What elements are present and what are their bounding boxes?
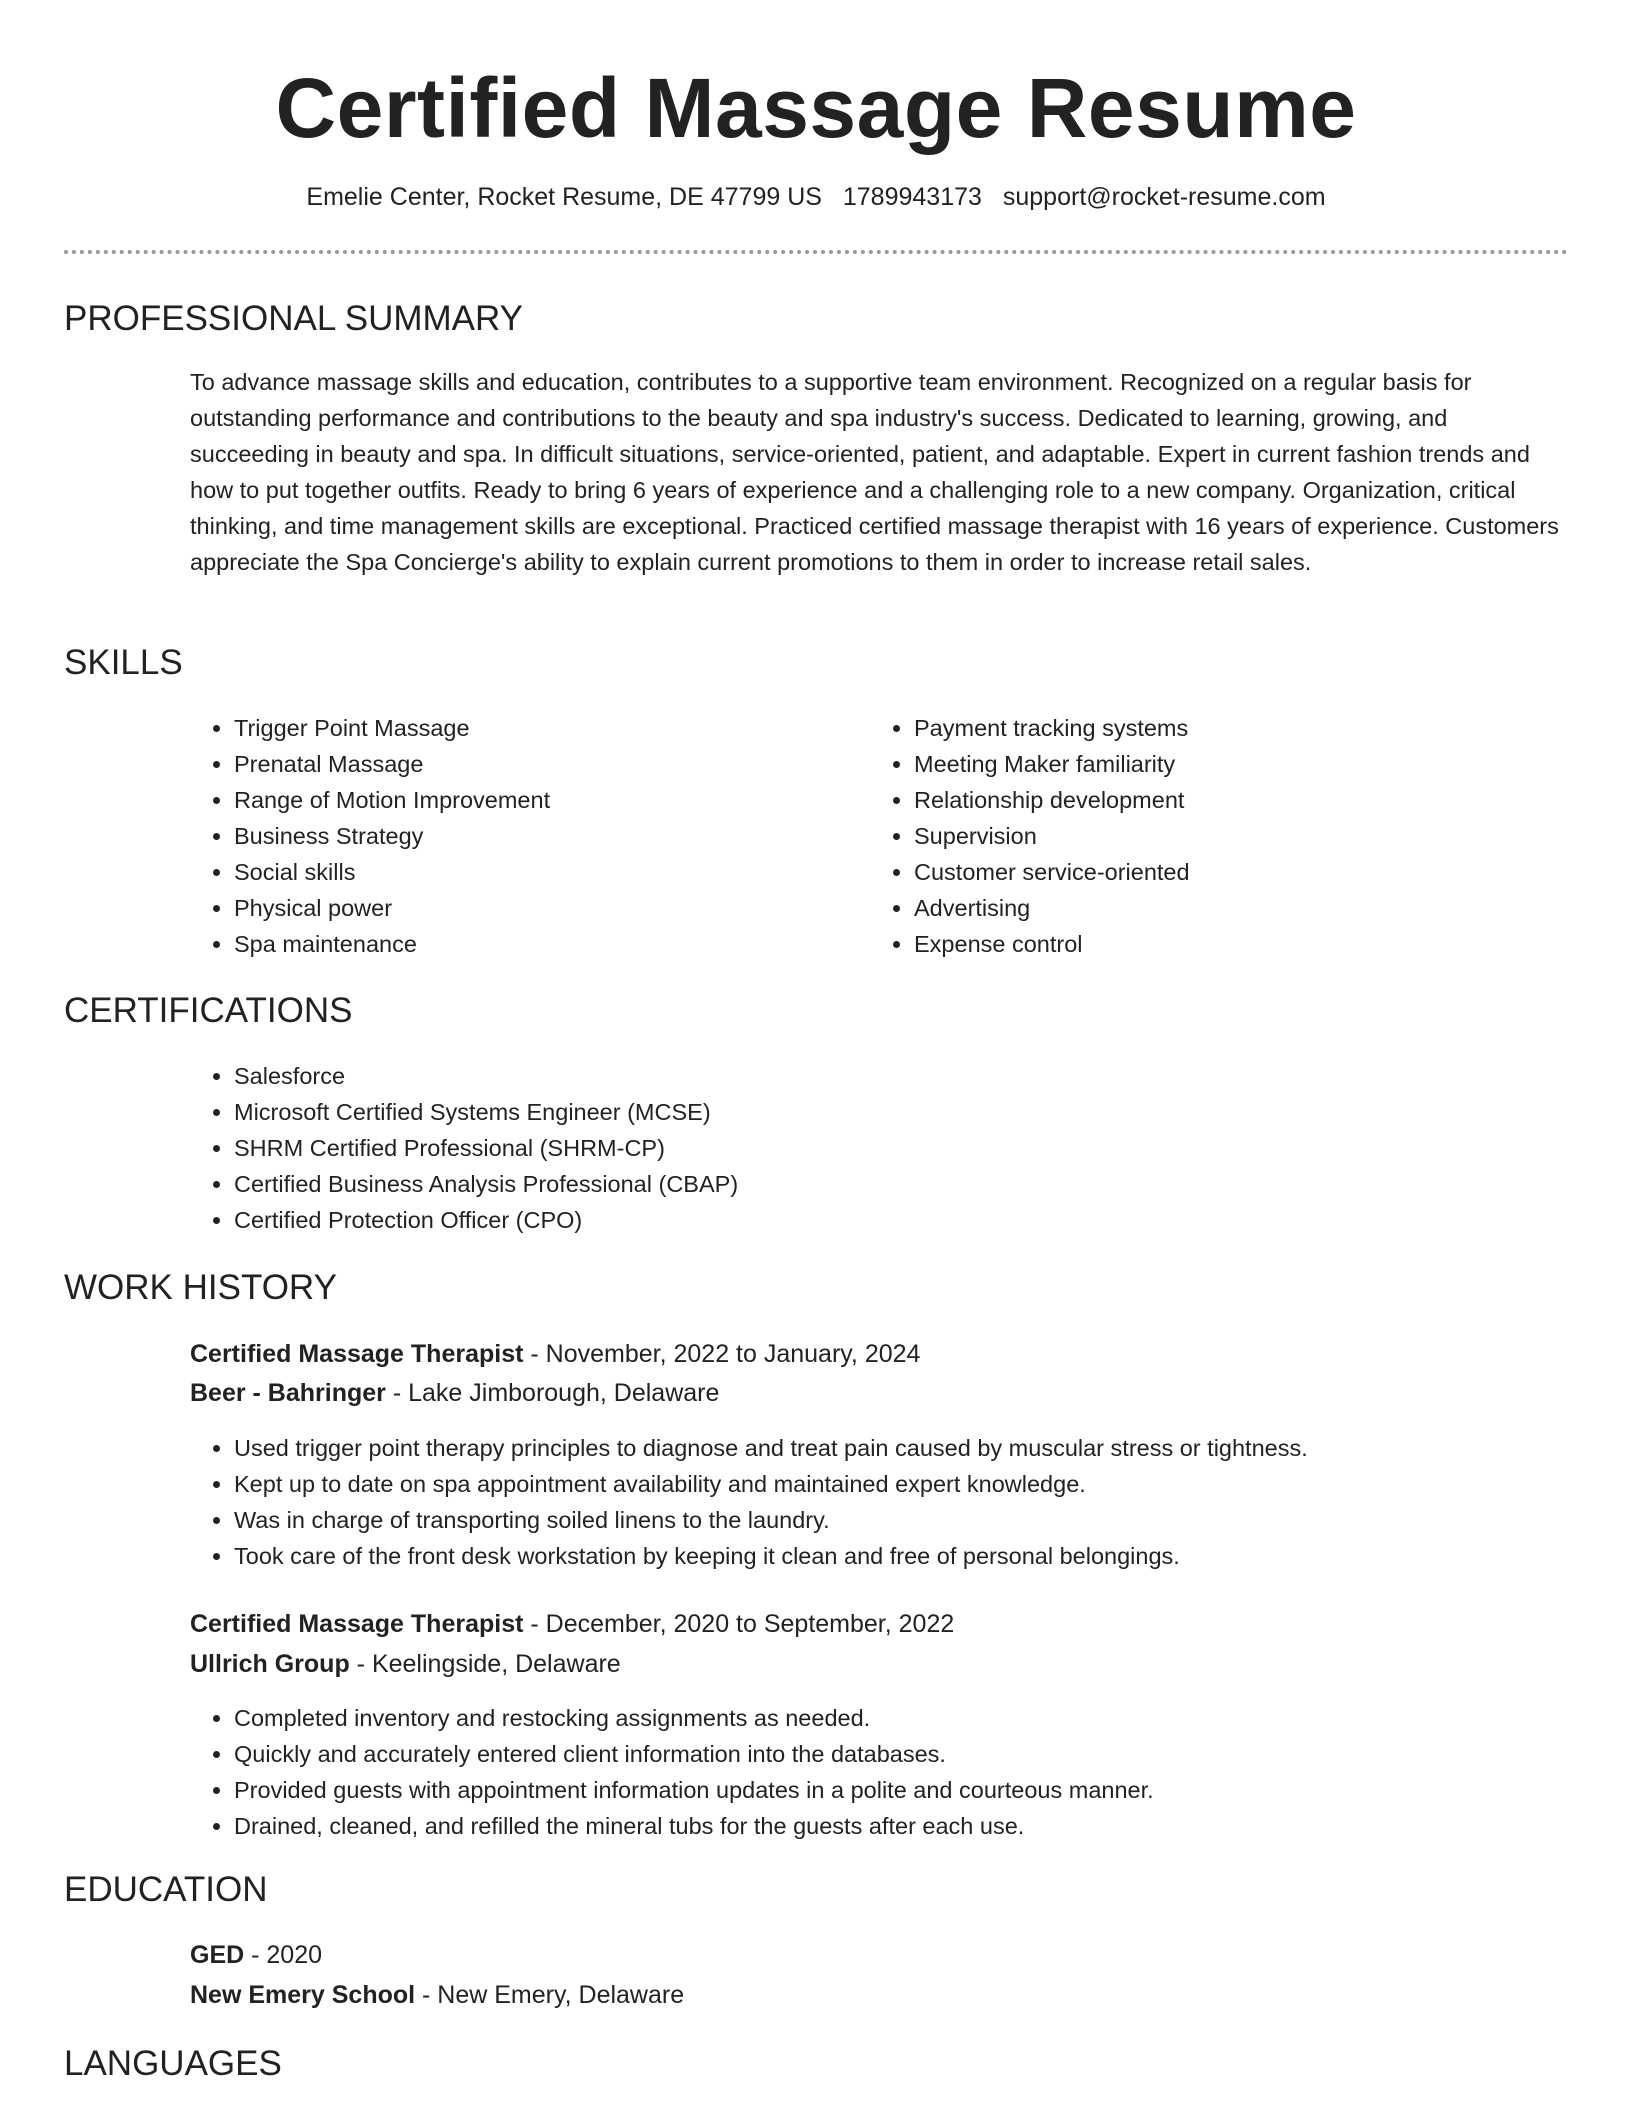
list-item: • Used trigger point therapy principles to diagnose and treat pain caused by muscular stress or tightness.: [234, 1430, 1584, 1466]
skills-heading: SKILLS: [64, 643, 183, 682]
job-location: - Keelingside, Delaware: [349, 1650, 621, 1678]
job-bullets: [190, 1430, 1584, 1574]
list-item: • Customer service-oriented: [914, 854, 1534, 890]
list-item: • Salesforce: [234, 1058, 1534, 1094]
languages-heading: LANGUAGES: [64, 2044, 282, 2083]
education-school: New Emery School: [190, 1981, 416, 2009]
job-company: Beer - Bahringer: [190, 1379, 386, 1407]
job-role: Certified Massage Therapist: [190, 1340, 524, 1368]
list-item: • Drained, cleaned, and refilled the mineral tubs for the guests after each use.: [234, 1808, 1584, 1844]
job-title-line: [190, 1336, 920, 1372]
job-dates: - December, 2020 to September, 2022: [523, 1610, 955, 1638]
work-history-heading: WORK HISTORY: [64, 1268, 337, 1307]
job-role: Certified Massage Therapist: [190, 1610, 524, 1638]
job-company-line: [190, 1646, 621, 1682]
education-school-line: [190, 1977, 684, 2013]
certifications-heading: CERTIFICATIONS: [64, 991, 353, 1030]
contact-email: support@rocket-resume.com: [1002, 183, 1326, 211]
summary-text: To advance massage skills and education, contributes to a supportive team environment. Recognized on a regular basis for outstanding performance and contributions to the beauty and spa industry's success. Dedicated to learning, growing, and succeeding in beauty and spa. In difficult situations, service-oriented, patient, and adaptable. Expert in current fashion trends and how to put together outfits. Ready to bring 6 years of experience and a challenging role to a new company. Organization, critical thinking, and time management skills are exceptional. Practiced certified massage therapist with 16 years of experience. Customers appreciate the Spa Concierge's ability to explain current promotions to them in order to increase retail sales.: [190, 369, 1559, 575]
list-item: • Took care of the front desk workstation by keeping it clean and free of personal belongings.: [234, 1538, 1584, 1574]
list-item: • Microsoft Certified Systems Engineer (MCSE): [234, 1094, 1534, 1130]
list-item: • Physical power: [234, 890, 854, 926]
resume-title: Certified Massage Resume: [275, 61, 1357, 155]
education-heading: EDUCATION: [64, 1870, 268, 1909]
list-item: • Prenatal Massage: [234, 746, 854, 782]
education-location: - New Emery, Delaware: [415, 1981, 685, 2009]
list-item: • Provided guests with appointment information updates in a polite and courteous manner.: [234, 1772, 1584, 1808]
job-title-line: [190, 1606, 954, 1642]
list-item: • Completed inventory and restocking assignments as needed.: [234, 1700, 1584, 1736]
skills-list-left: [190, 710, 854, 962]
list-item: • Quickly and accurately entered client information into the databases.: [234, 1736, 1584, 1772]
job-company: Ullrich Group: [190, 1650, 350, 1678]
job-location: - Lake Jimborough, Delaware: [385, 1379, 720, 1407]
list-item: • Trigger Point Massage: [234, 710, 854, 746]
contact-line: [64, 180, 1568, 214]
job-dates: - November, 2022 to January, 2024: [523, 1340, 921, 1368]
contact-phone: 1789943173: [842, 183, 982, 211]
list-item: • Meeting Maker familiarity: [914, 746, 1534, 782]
list-item: • Expense control: [914, 926, 1534, 962]
skills-list-right: [870, 710, 1534, 962]
certifications-list: [190, 1058, 1534, 1238]
summary-heading: PROFESSIONAL SUMMARY: [64, 299, 523, 338]
job-bullets: [190, 1700, 1584, 1844]
list-item: • Range of Motion Improvement: [234, 782, 854, 818]
education-degree-line: [190, 1937, 322, 1973]
list-item: • Social skills: [234, 854, 854, 890]
education-degree: GED: [190, 1941, 245, 1969]
resume-page: [64, 0, 1568, 2083]
list-item: • Relationship development: [914, 782, 1534, 818]
list-item: • Certified Business Analysis Professional (CBAP): [234, 1166, 1534, 1202]
list-item: • Certified Protection Officer (CPO): [234, 1202, 1534, 1238]
contact-address: Emelie Center, Rocket Resume, DE 47799 US: [306, 183, 822, 211]
list-item: • Supervision: [914, 818, 1534, 854]
list-item: • Payment tracking systems: [914, 710, 1534, 746]
job-company-line: [190, 1375, 719, 1411]
list-item: • Was in charge of transporting soiled linens to the laundry.: [234, 1502, 1584, 1538]
list-item: • Kept up to date on spa appointment availability and maintained expert knowledge.: [234, 1466, 1584, 1502]
list-item: • Spa maintenance: [234, 926, 854, 962]
list-item: • Advertising: [914, 890, 1534, 926]
list-item: • Business Strategy: [234, 818, 854, 854]
list-item: • SHRM Certified Professional (SHRM-CP): [234, 1130, 1534, 1166]
education-year: - 2020: [244, 1941, 323, 1969]
header-divider: [64, 250, 1568, 254]
